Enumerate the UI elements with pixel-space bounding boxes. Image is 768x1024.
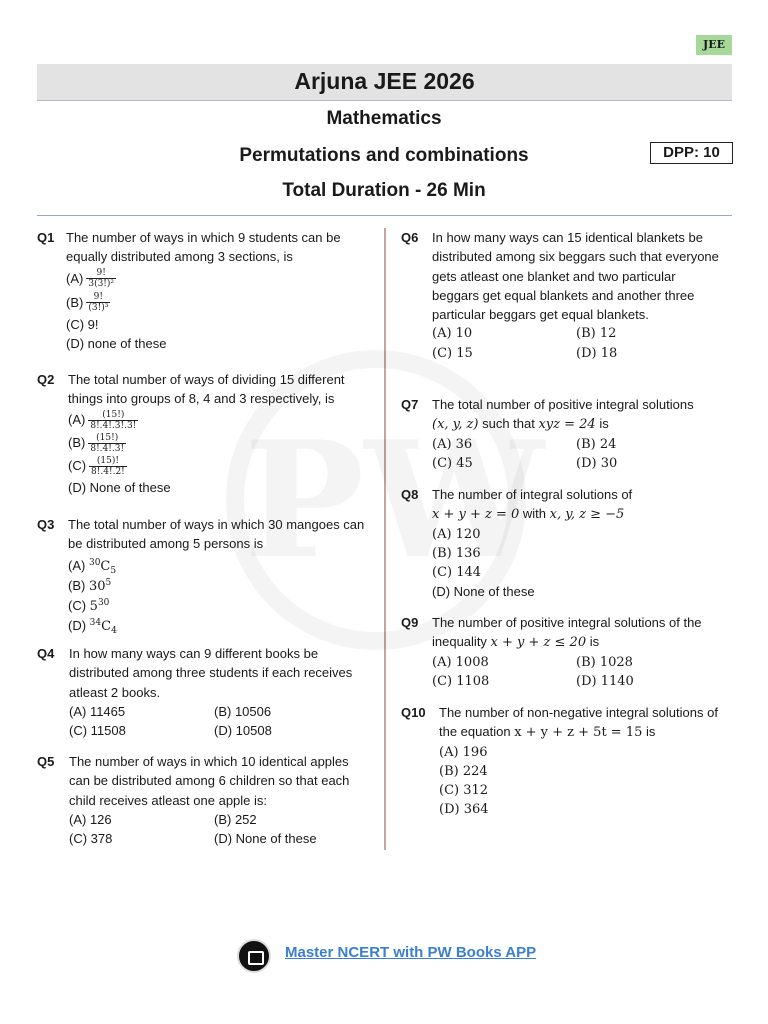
dpp-box: DPP: 10 — [650, 142, 733, 164]
option-d: (D) 1140 — [576, 673, 634, 689]
option-d: (D) 10508 — [214, 723, 272, 739]
option-d: (D) 364 — [439, 802, 489, 818]
question-text: The total number of positive integral solutions — [432, 397, 694, 412]
option-c: (C) 11508 — [69, 723, 126, 739]
option-c: (C) 9! — [66, 316, 99, 332]
option-a: (A) 10 — [432, 326, 473, 342]
question-number: Q5 — [37, 754, 55, 769]
duration-heading: Total Duration - 26 Min — [282, 180, 486, 201]
page-title: Arjuna JEE 2026 — [37, 64, 732, 101]
question-text: The total number of ways in which 30 mangoes can be distributed among 5 persons is — [68, 517, 365, 552]
question-text: The total number of ways of dividing 15 different things into groups of 8, 4 and 3 respectively, is — [68, 372, 345, 407]
option-c: (C) 1108 — [432, 673, 490, 689]
option-d: (D) None of these — [432, 584, 535, 600]
option-b: (B) $\frac{9!}{\text{(3!)³}}$ — [66, 292, 109, 314]
option-b: (B) 24 — [576, 436, 617, 452]
question-number: Q3 — [37, 517, 55, 532]
option-d: (D) None of these — [214, 831, 317, 847]
option-c: (C) 144 — [432, 565, 482, 581]
option-a: (A) 11465 — [69, 703, 126, 719]
option-a: (A) 126 — [69, 811, 112, 827]
option-b: (B) 224 — [439, 763, 488, 779]
question-text: The number of ways in which 10 identical apples can be distributed among 6 children so that each child receives atleast one apple is: — [69, 754, 350, 808]
chapter-heading: Permutations and combinations — [239, 145, 529, 166]
header-divider — [37, 215, 732, 216]
option-a: (A) $\frac{(15!)}{8!.4!.3!.3!}$ — [68, 409, 137, 431]
question-text-line2: the equation x + y + z + 5t = 15 is — [439, 724, 656, 741]
subject-heading: Mathematics — [326, 108, 442, 129]
pw-books-app-link[interactable]: Master NCERT with PW Books APP — [285, 944, 537, 961]
option-a: (A) $^{30}C_5$ — [68, 557, 117, 576]
option-b: (B) 12 — [576, 326, 617, 342]
exam-badge: JEE — [696, 35, 732, 55]
option-c: (C) 15 — [432, 345, 473, 361]
question-text: The number of ways in which 9 students can be equally distributed among 3 sections, is — [66, 230, 341, 265]
option-b: (B) $30^5$ — [68, 577, 112, 594]
question-number: Q2 — [37, 372, 55, 387]
question-number: Q10 — [401, 705, 426, 720]
option-c: (C) 378 — [69, 831, 113, 847]
option-a: (A) 196 — [439, 744, 488, 760]
option-a: (A) 36 — [432, 436, 473, 452]
option-c: (C) 45 — [432, 455, 473, 471]
option-b: (B) 1028 — [576, 654, 633, 670]
question-text-line2: (x, y, z) such that xyz = 24 is — [432, 416, 609, 433]
option-d: (D) 18 — [576, 345, 618, 361]
option-c: (C) $5^{30}$ — [68, 597, 110, 614]
option-d: (D) 30 — [576, 455, 618, 471]
option-a: (A) $\frac{9!}{\text{3(3!)²}}$ — [66, 268, 115, 290]
option-b: (B) 136 — [432, 545, 481, 561]
option-b: (B) 10506 — [214, 703, 272, 719]
question-number: Q7 — [401, 397, 419, 412]
question-text: The number of positive integral solutions of the — [432, 615, 702, 630]
option-c: (C) 312 — [439, 783, 489, 799]
option-b: (B) $\frac{(15!)}{8!.4!.3!}$ — [68, 432, 125, 454]
option-d: (D) $^{34}C_4$ — [68, 617, 117, 636]
question-number: Q8 — [401, 487, 419, 502]
question-text: In how many ways can 9 different books be distributed among three students if each receives atleast 2 books. — [69, 646, 353, 700]
option-b: (B) 252 — [214, 811, 257, 827]
question-text: The number of non-negative integral solutions of — [439, 705, 718, 720]
option-c: (C) $\frac{(15)!}{8!.4!.2!}$ — [68, 455, 125, 477]
question-text-line2: inequality x + y + z ≤ 20 is — [432, 634, 600, 651]
question-text: The number of integral solutions of — [432, 487, 633, 502]
option-a: (A) 1008 — [432, 654, 489, 670]
book-icon[interactable] — [237, 939, 271, 973]
option-d: (D) None of these — [68, 479, 171, 495]
question-number: Q9 — [401, 615, 419, 630]
option-a: (A) 120 — [432, 526, 481, 542]
question-text: In how many ways can 15 identical blankets be distributed among six beggars such that everyone gets atleast one blanket and two particular beggars get equal blankets and another three particular beggars get equal blankets. — [432, 230, 719, 323]
question-number: Q6 — [401, 230, 419, 245]
question-text-line2: x + y + z = 0 with x, y, z ≥ −5 — [432, 506, 625, 523]
question-number: Q1 — [37, 230, 55, 245]
question-number: Q4 — [37, 646, 55, 661]
option-d: (D) none of these — [66, 335, 167, 351]
